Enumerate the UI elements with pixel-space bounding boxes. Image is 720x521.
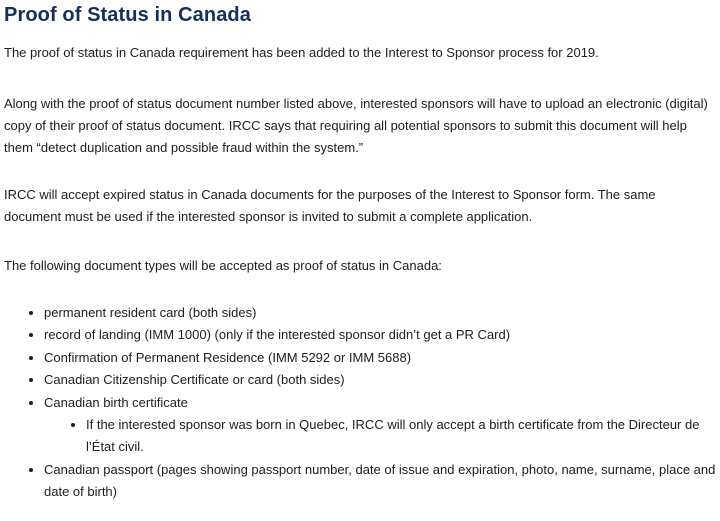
sub-list-item: • If the interested sponsor was born in Quebec, IRCC will only accept a birth certificate from the Directeur de l’État civil. (86, 414, 720, 459)
expired-documents-paragraph: IRCC will accept expired status in Canada documents for the purposes of the Interest to Sponsor form. The same document must be used if the interested sponsor is invited to submit a complete application. (4, 187, 656, 224)
document-type-list (4, 302, 716, 504)
list-item-label: Canadian birth certificate (44, 394, 188, 410)
birth-certificate-sublist (44, 414, 720, 459)
list-item: • record of landing (IMM 1000) (only if the interested sponsor didn’t get a PR Card) (44, 324, 716, 346)
list-item: • Confirmation of Permanent Residence (IMM 5292 or IMM 5688) (44, 347, 716, 369)
list-item: • Canadian passport (pages showing passport number, date of issue and expiration, photo, name, surname, place and date of birth) (44, 459, 716, 504)
list-item-birth-certificate (44, 392, 716, 459)
page-title: Proof of Status in Canada (4, 4, 251, 26)
intro-paragraph: The proof of status in Canada requirement has been added to the Interest to Sponsor process for 2019. (4, 45, 599, 60)
upload-requirement-paragraph: Along with the proof of status document number listed above, interested sponsors will have to upload an electronic (digital) copy of their proof of status document. IRCC says that requiring all potential sponsors to submit this document will help them “detect duplication and possible fraud within the system.” (4, 96, 708, 155)
accepted-types-paragraph: The following document types will be accepted as proof of status in Canada: (4, 258, 442, 273)
list-item: • Canadian Citizenship Certificate or card (both sides) (44, 369, 716, 391)
list-item: • permanent resident card (both sides) (44, 302, 716, 324)
